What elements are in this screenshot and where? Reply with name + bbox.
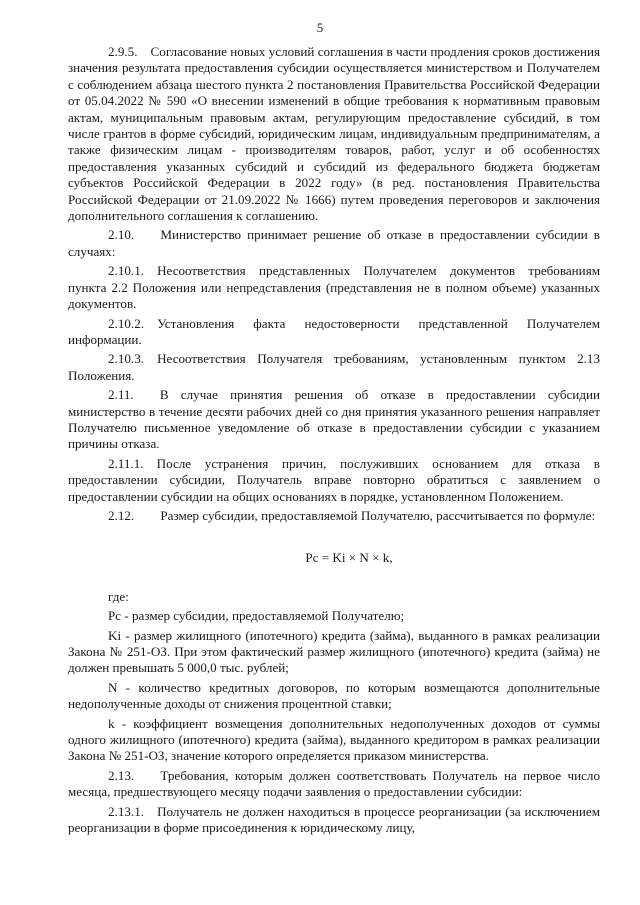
paragraph-2-11-1: 2.11.1. После устранения причин, послуживших основанием для отказа в предоставлении субсидии, Получатель вправе повторно обратиться с заявлением о предоставлении субсидии на общих основаниях в порядке, установленном Положением. bbox=[68, 455, 600, 504]
definition-ki: Ki - размер жилищного (ипотечного) кредита (займа), выданного в рамках реализации Закона № 251-ОЗ. При этом фактический размер жилищного (ипотечного) кредита (займа) не должен превышать 5 000,0 тыс. рублей; bbox=[68, 627, 600, 676]
paragraph-2-11: 2.11. В случае принятия решения об отказе в предоставлении субсидии министерство в течение десяти рабочих дней со дня принятия указанного решения направляет Получателю письменное уведомление об отказе в предоставлении субсидии с указанием причины отказа. bbox=[68, 387, 600, 452]
formula-where: где: bbox=[108, 588, 129, 604]
paragraph-2-10-3: 2.10.3. Несоответствия Получателя требованиям, установленным пунктом 2.13 Положения. bbox=[68, 351, 600, 383]
paragraph-2-12: 2.12. Размер субсидии, предоставляемой Получателю, рассчитывается по формуле: bbox=[108, 507, 596, 523]
paragraph-2-10-1: 2.10.1. Несоответствия представленных Получателем документов требованиям пункта 2.2 Положения или непредставления (представления не в полном объеме) указанных документов. bbox=[68, 263, 600, 312]
document-body bbox=[68, 44, 600, 836]
definition-n: N - количество кредитных договоров, по которым возмещаются дополнительные недополученные доходы от снижения процентной ставки; bbox=[68, 679, 600, 712]
page-number: 5 bbox=[316, 20, 324, 35]
paragraph-2-10: 2.10. Министерство принимает решение об отказе в предоставлении субсидии в случаях: bbox=[68, 227, 600, 259]
paragraph-2-13-1: 2.13.1. Получатель не должен находиться в процессе реорганизации (за исключением реорганизации в форме присоединения к юридическому лицу, bbox=[68, 803, 600, 836]
definition-pc: Рс - размер субсидии, предоставляемой Получателю; bbox=[108, 608, 405, 624]
paragraph-2-9-5: 2.9.5. Согласование новых условий соглашения в части продления сроков достижения значения результата предоставления субсидии осуществляется министерством и Получателем с соблюдением абзаца шестого пункта 2 постановления Правительства Российской Федерации от 05.04.2022 № 590 «О внесении изменений в общие требования к нормативным правовым актам, муниципальным правовым актам, регулирующим предоставление субсидий, в том числе грантов в форме субсидий, юридическим лицам, индивидуальным предпринимателям, а также физическим лицам - производителям товаров, работ, услуг и об особенностях предоставления указанных субсидий и субсидий из федерального бюджета бюджетам субъектов Российской Федерации в 2022 году» (в ред. постановления Правительства Российской Федерации от 21.09.2022 № 1666) путем проведения переговоров и заключения дополнительного соглашения к соглашению. bbox=[68, 44, 600, 224]
subsidy-formula: Рс = Ki × N × k, bbox=[305, 550, 393, 566]
paragraph-2-10-2: 2.10.2. Установления факта недостоверности представленной Получателем информации. bbox=[68, 315, 600, 347]
definition-k: k - коэффициент возмещения дополнительных недополученных доходов от суммы одного жилищного (ипотечного) кредита (займа), выданного кредитором в рамках реализации Закона № 251-ОЗ, значение которого определяется приказом министерства. bbox=[68, 715, 600, 764]
paragraph-2-13: 2.13. Требования, которым должен соответствовать Получатель на первое число месяца, предшествующего месяцу подачи заявления о предоставлении субсидии: bbox=[68, 767, 600, 800]
